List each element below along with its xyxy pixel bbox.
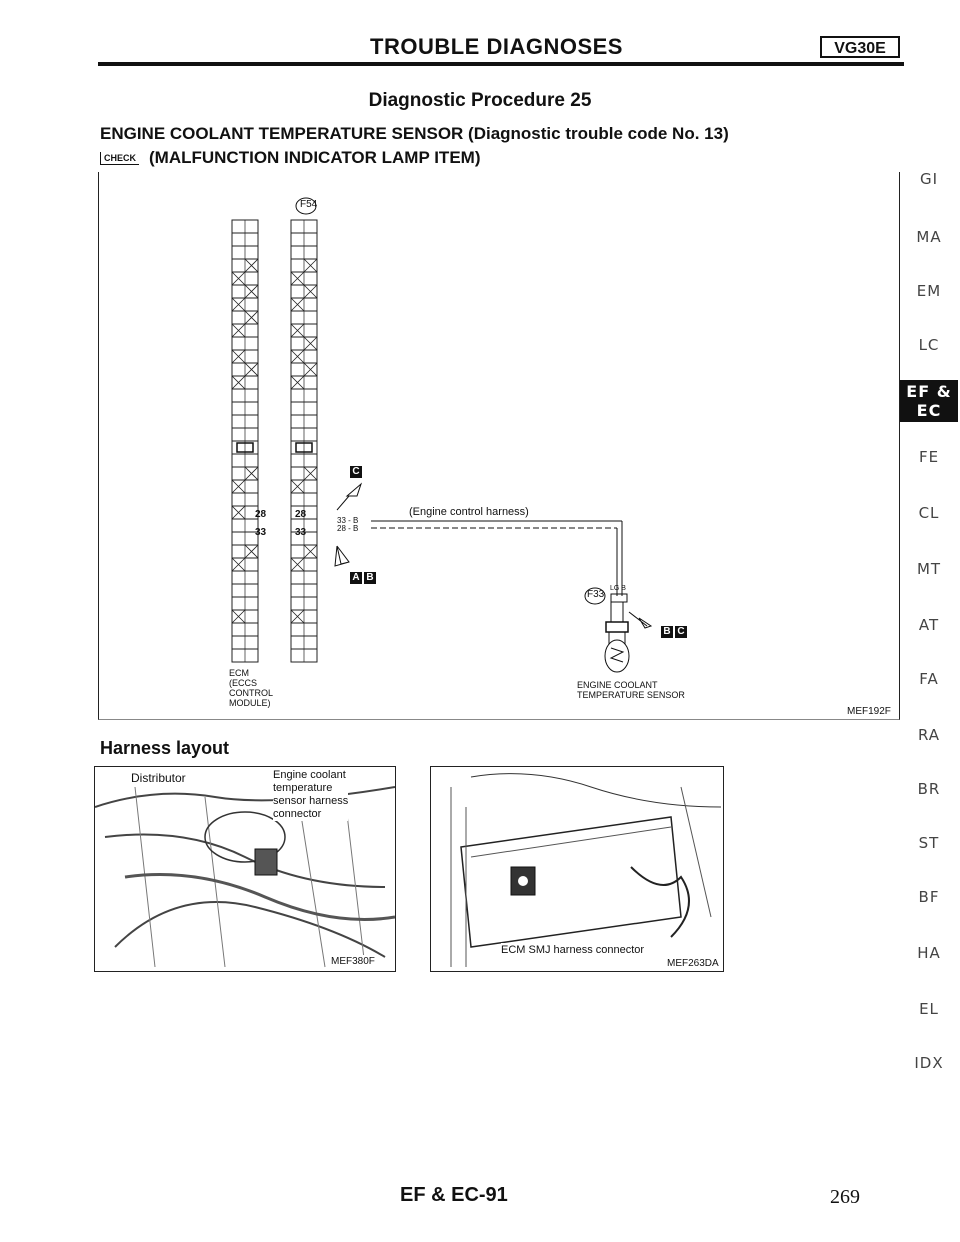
harness-label: (Engine control harness)	[409, 506, 529, 518]
pin-28-right: 28	[295, 509, 307, 520]
ecm-connector-column-right	[291, 220, 317, 662]
figure-id-2: MEF380F	[331, 956, 375, 967]
unused-pin-mark	[291, 324, 304, 337]
pin-28-left: 28	[255, 509, 267, 520]
page-number: 269	[830, 1186, 860, 1208]
unused-pin-mark	[232, 298, 245, 311]
sensor-connector-photo	[255, 849, 277, 875]
tab-el[interactable]: EL	[919, 1000, 939, 1018]
unused-pin-mark	[291, 610, 304, 623]
tag-bc: B C	[661, 626, 687, 638]
procedure-title: Diagnostic Procedure 25	[368, 90, 592, 111]
sensor-connector-label: Engine coolant temperature sensor harness connector	[273, 769, 349, 820]
unused-pin-mark	[291, 350, 304, 363]
pin-33-left: 33	[255, 527, 267, 538]
procedure-subtitle: ENGINE COOLANT TEMPERATURE SENSOR (Diagnostic trouble code No. 13)	[100, 124, 729, 143]
check-engine-icon: CHECK	[100, 152, 139, 165]
engine-bay-drawing	[95, 767, 395, 971]
tab-ra[interactable]: RA	[917, 726, 941, 744]
unused-pin-mark	[245, 545, 258, 558]
unused-pin-mark	[232, 324, 245, 337]
engine-badge: VG30E	[820, 36, 900, 58]
page-header-title: TROUBLE DIAGNOSES	[370, 34, 623, 59]
unused-pin-mark	[245, 363, 258, 376]
unused-pin-mark	[232, 480, 245, 493]
tab-mt[interactable]: MT	[916, 560, 942, 578]
sensor-caption: ENGINE COOLANT TEMPERATURE SENSOR	[577, 680, 685, 700]
tab-ha[interactable]: HA	[917, 944, 941, 962]
unused-pin-mark	[291, 272, 304, 285]
header-rule	[98, 62, 904, 66]
arrow-down-icon	[335, 546, 349, 566]
unused-pin-mark	[304, 259, 317, 272]
ecm-connector-column-left	[232, 220, 258, 662]
unused-pin-mark	[245, 285, 258, 298]
unused-pin-mark	[291, 298, 304, 311]
procedure-subtitle-2-text: (MALFUNCTION INDICATOR LAMP ITEM)	[149, 148, 481, 167]
pin-33-right: 33	[295, 527, 307, 538]
arrow-right-icon	[629, 612, 651, 628]
tab-fa[interactable]: FA	[919, 670, 939, 688]
unused-pin-mark	[232, 506, 245, 519]
unused-pin-mark	[304, 467, 317, 480]
unused-pin-mark	[245, 259, 258, 272]
tab-ef-ec[interactable]: EF & EC	[900, 380, 958, 422]
unused-pin-mark	[232, 610, 245, 623]
distributor-label: Distributor	[131, 771, 186, 785]
wire-label-28: 28 - B	[337, 524, 359, 533]
arrow-up-icon	[337, 484, 361, 510]
unused-pin-mark	[232, 376, 245, 389]
tab-bf[interactable]: BF	[918, 888, 940, 906]
sensor-pin-labels: LG B	[610, 585, 626, 592]
wiring-diagram-drawing	[99, 172, 899, 720]
f33-label: F33	[587, 589, 605, 600]
tab-em[interactable]: EM	[916, 282, 942, 300]
tag-ab: A B	[350, 572, 376, 584]
tab-st[interactable]: ST	[918, 834, 940, 852]
ecm-connector-label: ECM SMJ harness connector	[501, 944, 645, 956]
unused-pin-mark	[232, 272, 245, 285]
ecm-harness-photo	[430, 766, 724, 972]
unused-pin-mark	[291, 376, 304, 389]
unused-pin-mark	[304, 285, 317, 298]
unused-pin-mark	[232, 558, 245, 571]
harness-layout-heading: Harness layout	[100, 738, 230, 758]
unused-pin-mark	[245, 467, 258, 480]
unused-pin-mark	[291, 558, 304, 571]
unused-pin-mark	[304, 337, 317, 350]
wiring-diagram	[98, 172, 900, 720]
tab-ma[interactable]: MA	[916, 228, 942, 246]
unused-pin-mark	[304, 545, 317, 558]
ecm-harness-drawing	[431, 767, 723, 971]
tab-lc[interactable]: LC	[918, 336, 940, 354]
tab-br[interactable]: BR	[917, 780, 941, 798]
tab-idx[interactable]: IDX	[914, 1054, 944, 1072]
tab-at[interactable]: AT	[918, 616, 940, 634]
section-page-code: EF & EC-91	[400, 1184, 508, 1206]
engine-bay-photo	[94, 766, 396, 972]
figure-id-3: MEF263DA	[667, 958, 719, 969]
figure-id-1: MEF192F	[847, 706, 891, 717]
tab-cl[interactable]: CL	[918, 504, 940, 522]
unused-pin-mark	[304, 363, 317, 376]
tab-fe[interactable]: FE	[918, 448, 940, 466]
f54-label: F54	[300, 199, 318, 210]
unused-pin-mark	[291, 480, 304, 493]
unused-pin-mark	[245, 311, 258, 324]
sensor-connector-body	[606, 622, 628, 632]
procedure-subtitle-2	[100, 148, 480, 168]
tag-c: C	[350, 466, 362, 478]
unused-pin-mark	[232, 350, 245, 363]
coolant-sensor-icon	[605, 640, 629, 672]
wire-label-33: 33 - B	[337, 516, 359, 525]
tab-gi[interactable]: GI	[919, 170, 939, 188]
ecm-caption: ECM (ECCS CONTROL MODULE)	[229, 668, 274, 708]
